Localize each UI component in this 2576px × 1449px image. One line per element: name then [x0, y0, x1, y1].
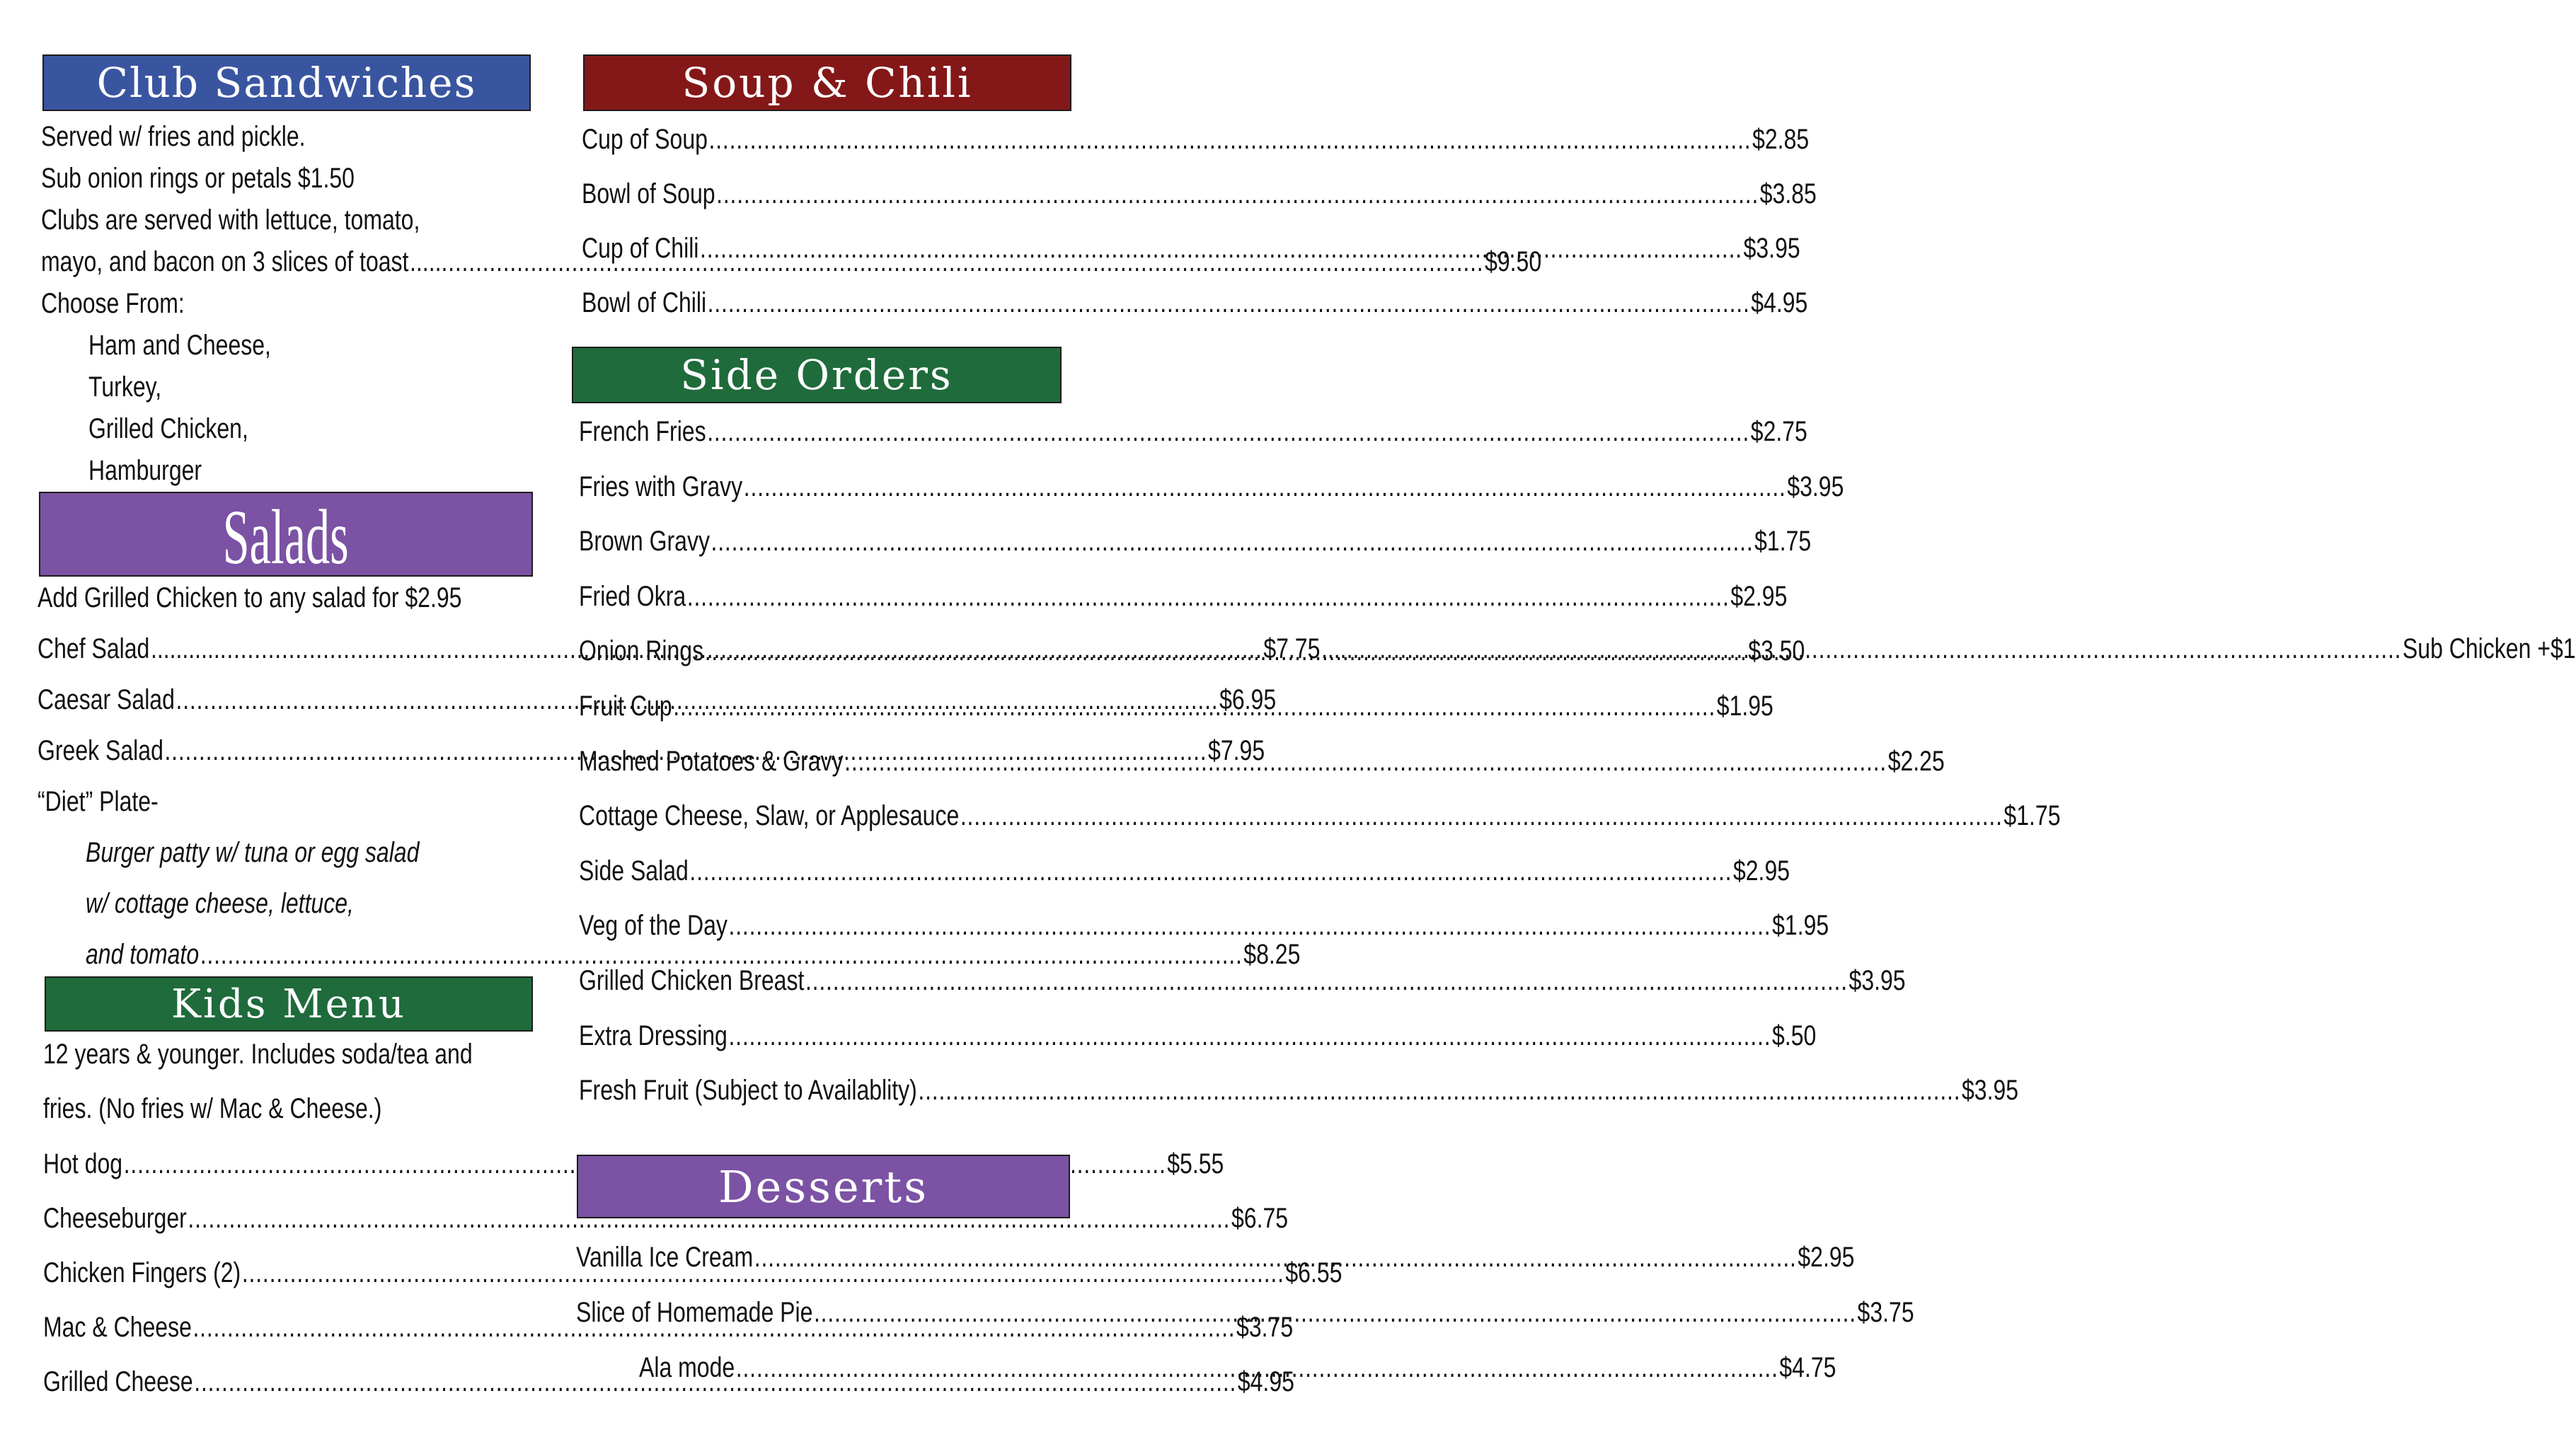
item-label: Veg of the Day: [579, 910, 728, 941]
leader-dots: [709, 125, 1752, 154]
leader-dots: [918, 1076, 1960, 1104]
item-label: Mashed Potatoes & Gravy: [579, 746, 844, 777]
item-price: $2.95: [1732, 855, 1790, 887]
diet-plate-desc: Burger patty w/ tuna or egg salad: [86, 837, 420, 868]
item-label: Grilled Chicken Breast: [579, 965, 805, 996]
club-sandwiches-title: Club Sandwiches: [96, 59, 477, 107]
leader-dots: [814, 1298, 1856, 1327]
leader-dots: ...... .....: [1321, 635, 2401, 663]
side-orders-title: Side Orders: [680, 351, 953, 399]
side-order-row: [579, 471, 1844, 502]
item-price: $8.25: [1243, 939, 1301, 970]
item-price: $2.75: [1750, 416, 1807, 447]
leader-dots: [708, 289, 1750, 317]
side-order-row: [579, 416, 1807, 447]
item-price: $2.85: [1752, 124, 1810, 155]
leader-dots: [200, 940, 1243, 969]
leader-dots: [705, 633, 1747, 665]
item-price: $5.55: [1167, 1148, 1224, 1179]
item-label: Side Salad: [579, 855, 689, 887]
item-price: $4.95: [1751, 287, 1808, 318]
item-price: $.50: [1772, 1020, 1817, 1051]
item-label: Cheeseburger: [43, 1203, 187, 1234]
leader-dots: [960, 802, 2003, 830]
club-line: Served w/ fries and pickle.: [41, 121, 306, 152]
item-label: French Fries: [579, 416, 706, 447]
item-label: Fried Okra: [579, 581, 686, 612]
soup-row: [582, 178, 1817, 209]
club-line: Sub onion rings or petals $1.50: [41, 163, 355, 194]
leader-dots: ........... .....: [151, 635, 1263, 663]
item-price: $7.95: [1208, 735, 1265, 766]
desserts-title: Desserts: [718, 1160, 929, 1213]
dessert-row: [576, 1297, 1914, 1328]
leader-dots: [687, 582, 1730, 611]
item-label: Chef Salad: [38, 633, 150, 664]
item-label: Slice of Homemade Pie: [576, 1297, 813, 1328]
side-order-row: [579, 1020, 1817, 1051]
leader-dots: [729, 911, 1771, 940]
side-orders-banner: [572, 347, 1062, 403]
leader-dots: [844, 747, 1887, 775]
side-order-row: [579, 526, 1812, 557]
club-sandwiches-banner: [42, 54, 531, 111]
item-label: Chicken Fingers (2): [43, 1257, 241, 1288]
item-price: $3.95: [1961, 1075, 2019, 1106]
side-order-row: [579, 581, 1788, 612]
kids-note: 12 years & younger. Includes soda/tea and: [43, 1039, 473, 1070]
kids-row: [43, 1203, 1289, 1234]
item-price: $3.75: [1857, 1297, 1914, 1328]
club-option: Turkey,: [88, 371, 162, 403]
leader-dots: [700, 234, 1742, 262]
item-label: Brown Gravy: [579, 526, 710, 557]
kids-menu-banner: [45, 976, 533, 1032]
soup-chili-title: Soup & Chili: [682, 59, 973, 107]
kids-menu-title: Kids Menu: [171, 981, 406, 1027]
item-price: $3.95: [1787, 471, 1844, 502]
leader-dots: [744, 473, 1786, 501]
item-label: Fresh Fruit (Subject to Availablity): [579, 1075, 917, 1106]
item-label: Caesar Salad: [38, 684, 175, 715]
leader-dots: [716, 180, 1759, 208]
item-price: $6.75: [1231, 1203, 1289, 1234]
leader-dots: [673, 692, 1715, 720]
item-price: $1.95: [1772, 910, 1829, 941]
salads-note: Add Grilled Chicken to any salad for $2.95: [38, 582, 462, 613]
item-price: $3.85: [1759, 178, 1817, 209]
club-line: Clubs are served with lettuce, tomato,: [41, 204, 420, 236]
sub-chicken-note: Sub Chicken +$1: [2402, 633, 2576, 664]
item-label: Ala mode: [639, 1352, 735, 1383]
item-label: Bowl of Chili: [582, 287, 707, 318]
item-price: $3.95: [1743, 233, 1800, 264]
item-label: Cup of Chili: [582, 233, 699, 264]
item-price: $6.95: [1219, 684, 1277, 715]
item-label: and tomato: [86, 939, 200, 970]
desserts-banner: [577, 1155, 1070, 1218]
side-order-row: [579, 800, 2061, 831]
item-price: $2.95: [1798, 1242, 1855, 1273]
item-price: $4.75: [1779, 1352, 1836, 1383]
item-price: $6.55: [1285, 1257, 1342, 1288]
item-label: Extra Dressing: [579, 1020, 728, 1051]
item-price: $7.75: [1263, 633, 1321, 664]
diet-plate-desc: w/ cottage cheese, lettuce,: [86, 888, 354, 919]
item-label: Fruit Cup: [579, 691, 672, 722]
salads-title: Salads: [222, 493, 350, 580]
item-label: Fries with Gravy: [579, 471, 743, 502]
item-label: Mac & Cheese: [43, 1312, 192, 1343]
soup-chili-banner: [583, 54, 1071, 111]
leader-dots: [689, 857, 1732, 885]
diet-plate-label: “Diet” Plate-: [38, 786, 159, 817]
item-label: Greek Salad: [38, 735, 163, 766]
side-order-row: [579, 910, 1829, 941]
kids-note: fries. (No fries w/ Mac & Cheese.): [43, 1093, 382, 1124]
item-price: $1.75: [1754, 526, 1812, 557]
diet-plate-price-row: [86, 939, 1301, 970]
item-price: $2.25: [1887, 746, 1945, 777]
side-order-row: [579, 855, 1790, 887]
item-price: $4.95: [1237, 1366, 1294, 1397]
side-order-row: [579, 965, 1906, 996]
leader-dots: [736, 1353, 1778, 1382]
item-price: $3.50: [1748, 635, 1805, 666]
item-label: mayo, and bacon on 3 slices of toast: [41, 246, 409, 277]
leader-dots: [711, 527, 1754, 555]
leader-dots: [754, 1243, 1797, 1271]
salads-banner: [39, 492, 533, 580]
kids-row: [43, 1148, 1224, 1179]
leader-dots: [707, 417, 1749, 446]
item-label: Bowl of Soup: [582, 178, 715, 209]
leader-dots: ..... .....: [410, 248, 1483, 276]
club-option: Ham and Cheese,: [88, 330, 271, 361]
item-label: Onion Rings: [579, 635, 704, 666]
item-price: $3.75: [1236, 1312, 1294, 1343]
soup-row: [582, 287, 1808, 318]
item-label: Cup of Soup: [582, 124, 708, 155]
leader-dots: [805, 966, 1848, 995]
soup-row: [582, 124, 1810, 155]
item-price: $3.95: [1848, 965, 1906, 996]
club-option: Grilled Chicken,: [88, 413, 248, 444]
side-order-row: [579, 1075, 2019, 1106]
item-label: Grilled Cheese: [43, 1366, 193, 1397]
item-price: $1.95: [1716, 691, 1773, 722]
item-price: $9.50: [1485, 246, 1542, 277]
club-option: Hamburger: [88, 455, 202, 486]
item-label: Cottage Cheese, Slaw, or Applesauce: [579, 800, 960, 831]
item-label: Vanilla Ice Cream: [576, 1242, 754, 1273]
item-price: $2.95: [1730, 581, 1788, 612]
item-price: $1.75: [2003, 800, 2061, 831]
leader-dots: [728, 1022, 1771, 1050]
choose-from-label: Choose From:: [41, 288, 185, 319]
item-label: Hot dog: [43, 1148, 123, 1179]
